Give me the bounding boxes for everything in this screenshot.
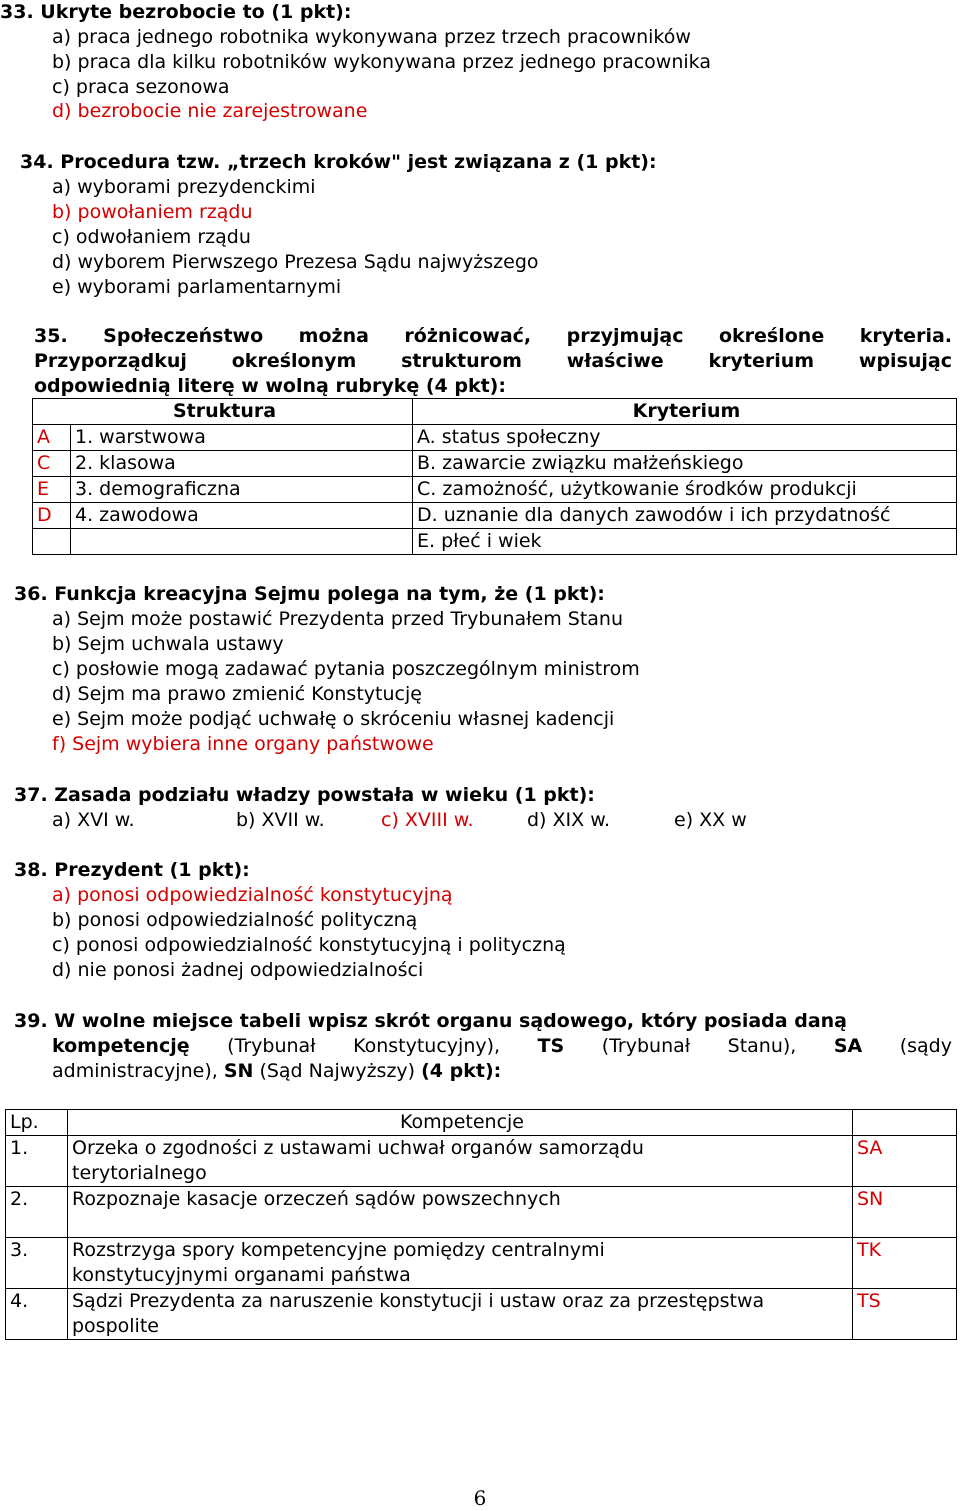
q39-answer-cell[interactable]: SN bbox=[853, 1187, 957, 1238]
q34-option-e: e) wyborami parlamentarnymi bbox=[52, 276, 342, 298]
q34-title: 34. Procedura tzw. „trzech kroków" jest związana z (1 pkt): bbox=[20, 151, 657, 173]
q35-structure-cell bbox=[71, 529, 413, 555]
q36-option-d: d) Sejm ma prawo zmienić Konstytucję bbox=[52, 683, 422, 705]
q33-option-a: a) praca jednego robotnika wykonywana przez trzech pracowników bbox=[52, 26, 691, 48]
q34-option-a: a) wyborami prezydenckimi bbox=[52, 176, 316, 198]
table-row bbox=[33, 477, 957, 503]
q37-option-c: c) XVIII w. bbox=[381, 809, 474, 831]
q39-competence-cell bbox=[68, 1136, 853, 1187]
q39-competence-cell bbox=[68, 1289, 853, 1340]
q34-option-b: b) powołaniem rządu bbox=[52, 201, 253, 223]
q36-option-e: e) Sejm może podjąć uchwałę o skróceniu własnej kadencji bbox=[52, 708, 615, 730]
q35-structure-cell: 3. demograficzna bbox=[71, 477, 413, 503]
q37-option-d: d) XIX w. bbox=[527, 809, 611, 831]
q33-title: 33. Ukryte bezrobocie to (1 pkt): bbox=[0, 1, 352, 23]
q38-option-a: a) ponosi odpowiedzialność konstytucyjną bbox=[52, 884, 453, 906]
q37-option-a: a) XVI w. bbox=[52, 809, 135, 831]
q39-table bbox=[5, 1109, 957, 1340]
q39-answer-cell[interactable]: TS bbox=[853, 1289, 957, 1340]
q35-line-2: Przyporządkuj określonym strukturom właściwe kryterium wpisując bbox=[34, 350, 952, 372]
table-row bbox=[33, 425, 957, 451]
q39-sa-desc: (sądy bbox=[862, 1035, 952, 1057]
table-row bbox=[6, 1289, 957, 1340]
q39-competence-line: Rozpoznaje kasacje orzeczeń sądów powszechnych bbox=[72, 1188, 561, 1210]
q38-option-b: b) ponosi odpowiedzialność polityczną bbox=[52, 909, 418, 931]
q35-criterion-cell: E. płeć i wiek bbox=[413, 529, 957, 555]
table-row bbox=[33, 451, 957, 477]
table-row bbox=[33, 503, 957, 529]
q36-option-a: a) Sejm może postawić Prezydenta przed Trybunałem Stanu bbox=[52, 608, 624, 630]
q35-criterion-cell: B. zawarcie związku małżeńskiego bbox=[413, 451, 957, 477]
q39-tk-desc: (Trybunał Konstytucyjny), bbox=[189, 1035, 538, 1057]
q39-competence-line: Rozstrzyga spory kompetencyjne pomiędzy centralnymi bbox=[72, 1239, 605, 1261]
q35-criterion-cell: D. uznanie dla danych zawodów i ich przydatność bbox=[413, 503, 957, 529]
q39-points: (4 pkt): bbox=[421, 1060, 502, 1082]
q37-title: 37. Zasada podziału władzy powstała w wieku (1 pkt): bbox=[14, 784, 595, 806]
q35-structure-cell: 1. warstwowa bbox=[71, 425, 413, 451]
q39-answer-cell[interactable]: SA bbox=[853, 1136, 957, 1187]
q35-answer-cell[interactable]: D bbox=[33, 503, 71, 529]
q39-sa-abbr: SA bbox=[833, 1035, 863, 1057]
q34-option-c: c) odwołaniem rządu bbox=[52, 226, 251, 248]
q39-answer-cell[interactable]: TK bbox=[853, 1238, 957, 1289]
q35-structure-cell: 4. zawodowa bbox=[71, 503, 413, 529]
q39-competence-cell bbox=[68, 1187, 853, 1238]
q39-header-answer bbox=[853, 1110, 957, 1136]
q35-header-criterion: Kryterium bbox=[413, 399, 957, 425]
q38-option-c: c) ponosi odpowiedzialność konstytucyjną i polityczną bbox=[52, 934, 566, 956]
table-row bbox=[6, 1187, 957, 1238]
q35-header-structure: Struktura bbox=[33, 399, 413, 425]
q36-option-c: c) posłowie mogą zadawać pytania poszczególnym ministrom bbox=[52, 658, 640, 680]
q33-option-b: b) praca dla kilku robotników wykonywana przez jednego pracownika bbox=[52, 51, 711, 73]
q39-competence-line: Sądzi Prezydenta za naruszenie konstytucji i ustaw oraz za przestępstwa bbox=[72, 1290, 765, 1312]
q35-answer-cell[interactable]: C bbox=[33, 451, 71, 477]
q36-title: 36. Funkcja kreacyjna Sejmu polega na tym, że (1 pkt): bbox=[14, 583, 605, 605]
q39-lp-cell: 4. bbox=[6, 1289, 68, 1340]
q39-lp-cell: 1. bbox=[6, 1136, 68, 1187]
q39-header-lp: Lp. bbox=[6, 1110, 68, 1136]
q35-line-1: 35. Społeczeństwo można różnicować, przyjmując określone kryteria. bbox=[34, 325, 952, 347]
q39-line-2 bbox=[52, 1034, 952, 1059]
q39-sa-desc-cont: administracyjne), bbox=[52, 1060, 224, 1082]
q39-lp-cell: 3. bbox=[6, 1238, 68, 1289]
q39-competence-line: konstytucyjnymi organami państwa bbox=[72, 1264, 411, 1286]
page-number: 6 bbox=[473, 1486, 487, 1510]
q39-kompetencje-label: kompetencję bbox=[52, 1035, 190, 1057]
q39-ts-abbr: TS bbox=[537, 1035, 565, 1057]
table-row bbox=[33, 529, 957, 555]
q34-option-d: d) wyborem Pierwszego Prezesa Sądu najwyższego bbox=[52, 251, 539, 273]
q35-table bbox=[32, 398, 957, 555]
q38-option-d: d) nie ponosi żadnej odpowiedzialności bbox=[52, 959, 424, 981]
q33-option-c: c) praca sezonowa bbox=[52, 76, 230, 98]
q35-answer-cell[interactable] bbox=[33, 529, 71, 555]
q35-answer-cell[interactable]: A bbox=[33, 425, 71, 451]
q36-option-f: f) Sejm wybiera inne organy państwowe bbox=[52, 733, 434, 755]
q39-header-competences: Kompetencje bbox=[68, 1110, 853, 1136]
q38-title: 38. Prezydent (1 pkt): bbox=[14, 859, 250, 881]
q35-answer-cell[interactable]: E bbox=[33, 477, 71, 503]
q33-option-d: d) bezrobocie nie zarejestrowane bbox=[52, 100, 368, 122]
q39-sn-desc: (Sąd Najwyższy) bbox=[253, 1060, 422, 1082]
q39-competence-line: pospolite bbox=[72, 1315, 159, 1337]
q39-sn-abbr: SN bbox=[223, 1060, 254, 1082]
q39-competence-line: terytorialnego bbox=[72, 1162, 207, 1184]
q39-line-1: 39. W wolne miejsce tabeli wpisz skrót organu sądowego, który posiada daną bbox=[14, 1010, 847, 1032]
q35-structure-cell: 2. klasowa bbox=[71, 451, 413, 477]
q39-lp-cell: 2. bbox=[6, 1187, 68, 1238]
table-row bbox=[6, 1136, 957, 1187]
q39-line-3 bbox=[52, 1059, 501, 1084]
q37-option-e: e) XX w bbox=[674, 809, 747, 831]
q39-ts-desc: (Trybunał Stanu), bbox=[564, 1035, 834, 1057]
q35-criterion-cell: C. zamożność, użytkowanie środków produkcji bbox=[413, 477, 957, 503]
q35-criterion-cell: A. status społeczny bbox=[413, 425, 957, 451]
q39-competence-line: Orzeka o zgodności z ustawami uchwał organów samorządu bbox=[72, 1137, 644, 1159]
q35-line-3: odpowiednią literę w wolną rubrykę (4 pkt): bbox=[34, 375, 506, 397]
q36-option-b: b) Sejm uchwala ustawy bbox=[52, 633, 284, 655]
q39-competence-cell bbox=[68, 1238, 853, 1289]
q37-option-b: b) XVII w. bbox=[236, 809, 325, 831]
table-row bbox=[6, 1238, 957, 1289]
